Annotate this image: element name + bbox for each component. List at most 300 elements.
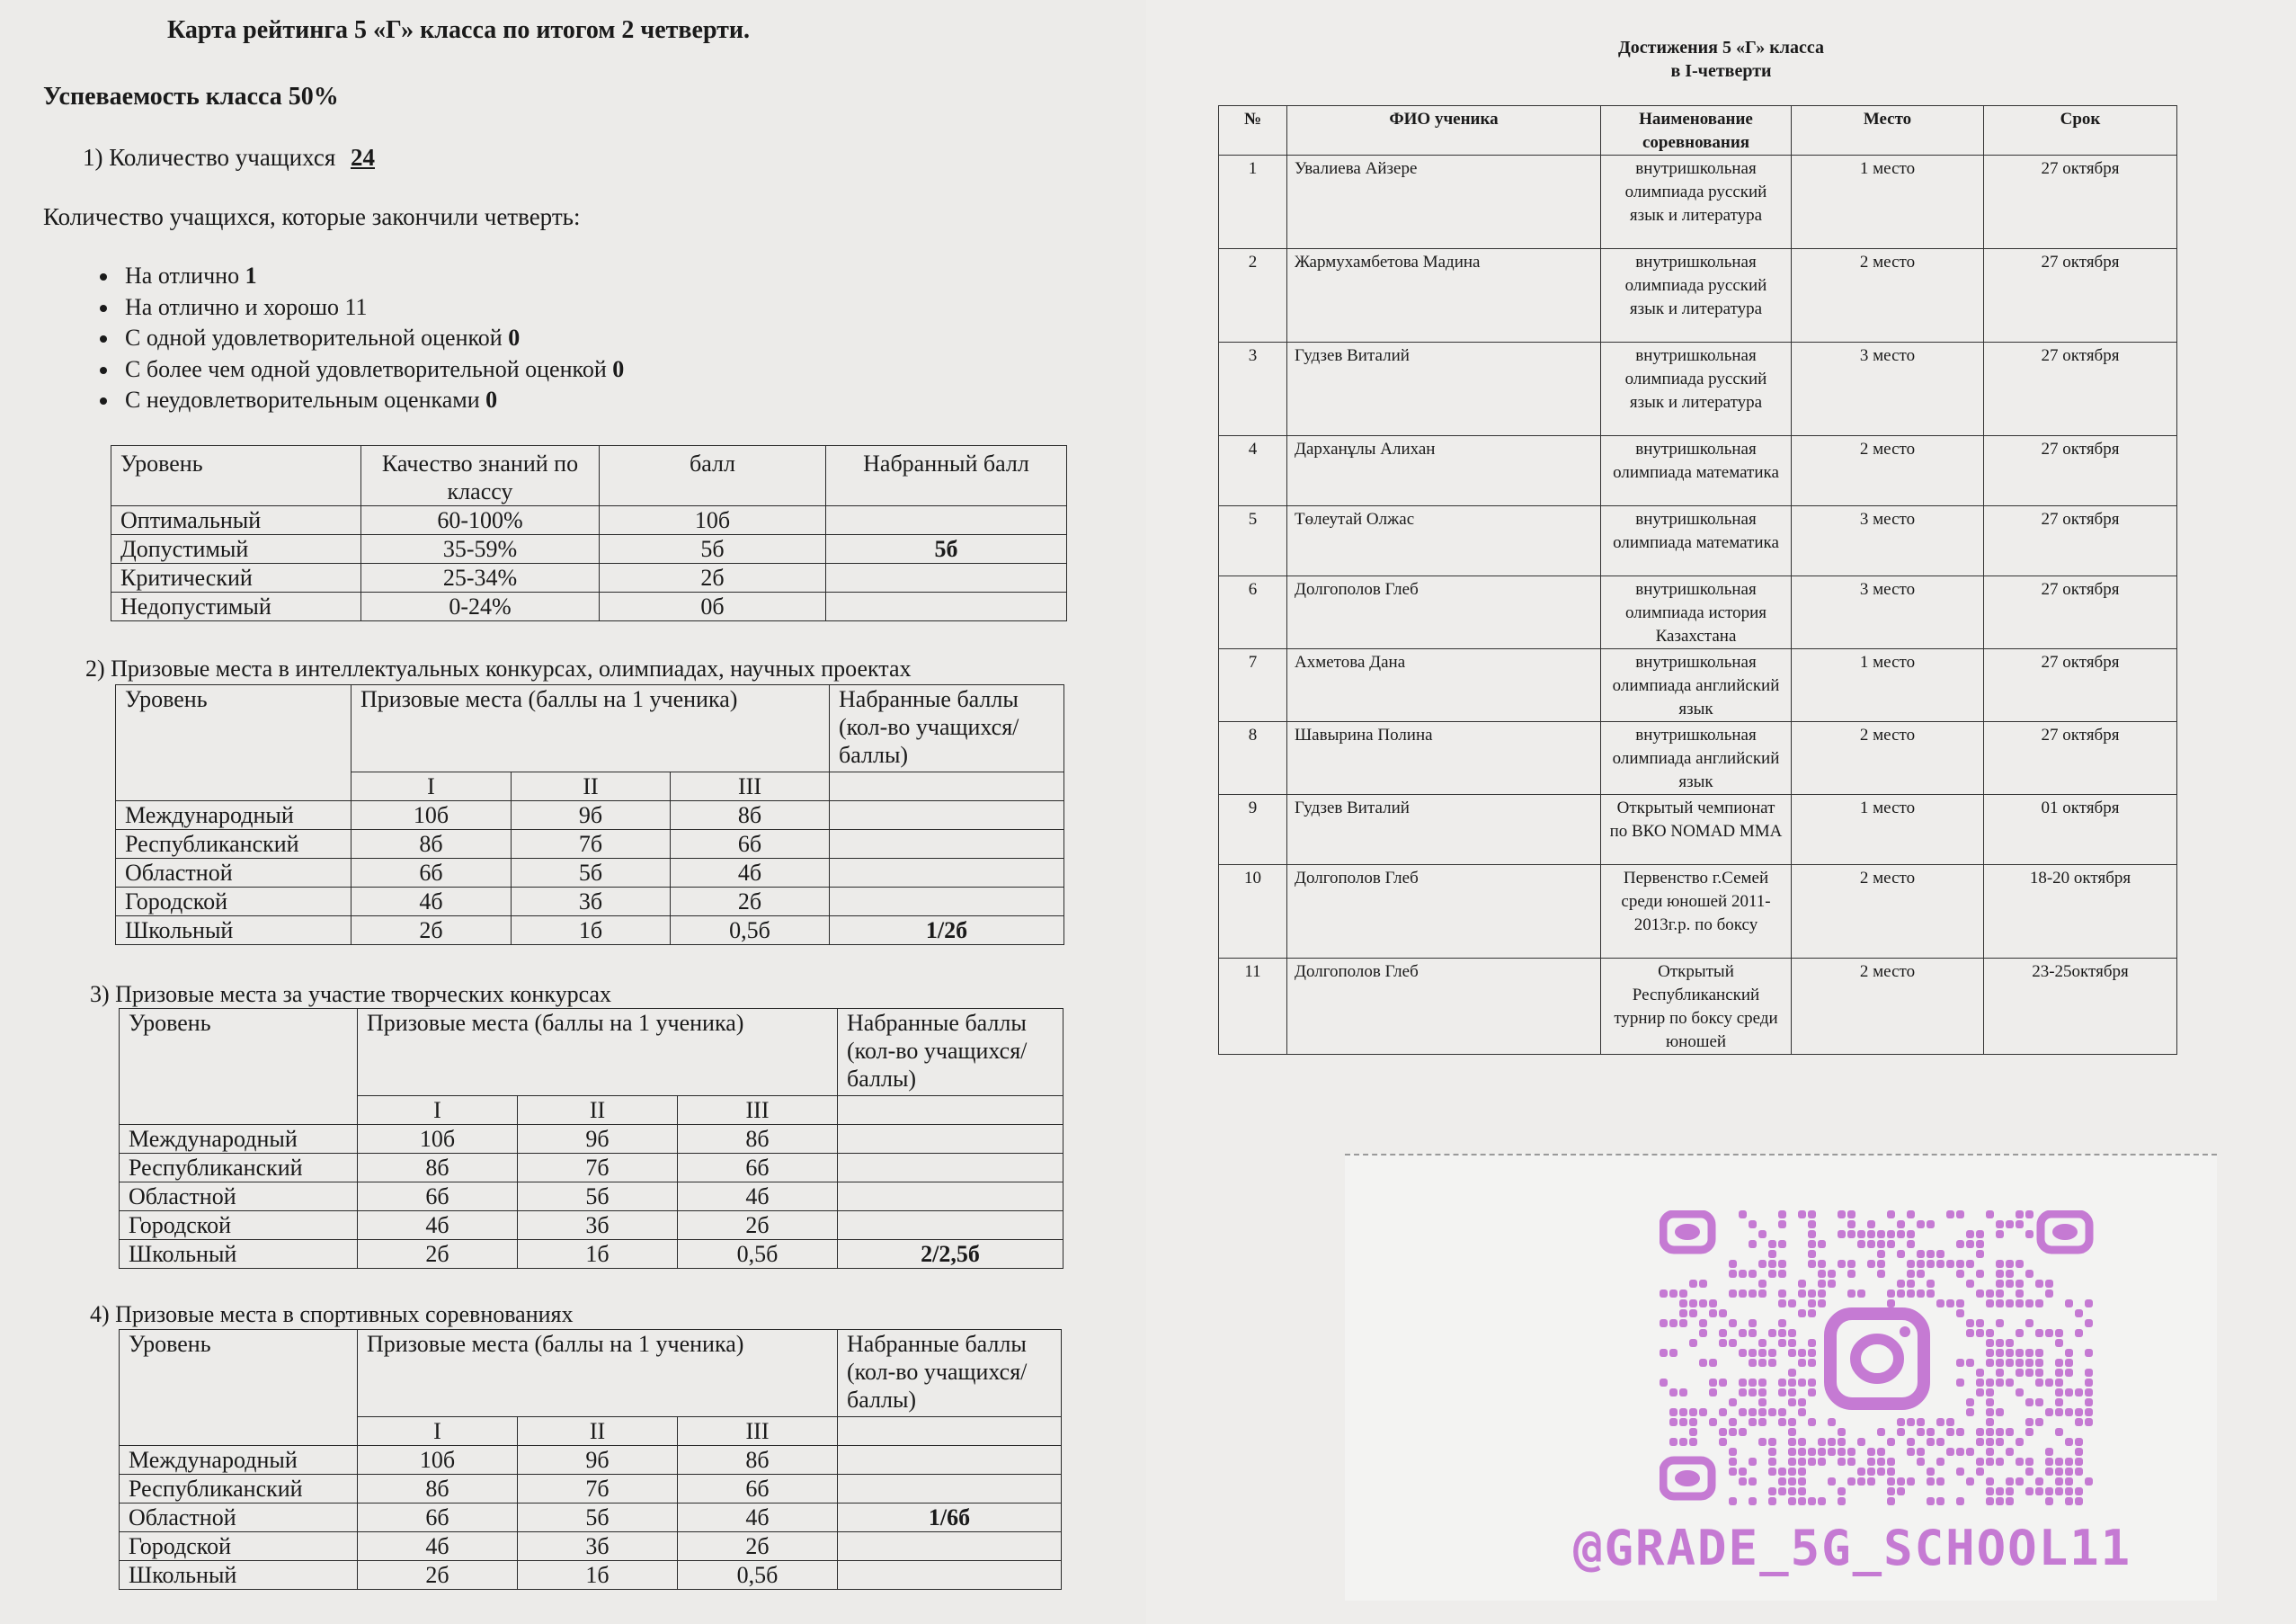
qr-module [1729,1468,1737,1476]
qr-module [1877,1468,1885,1476]
qr-module [1739,1329,1747,1337]
table-cell [830,888,1064,916]
qr-module [1917,1220,1925,1228]
qr-module [2045,1408,2053,1416]
qr-module [1986,1388,1994,1396]
qr-module [1758,1260,1766,1268]
table-cell: Долгополов Глеб [1287,865,1601,959]
qr-module [2055,1487,2063,1495]
qr-module [1729,1428,1737,1436]
qr-module [1847,1289,1855,1298]
table-cell: Критический [111,564,361,593]
qr-module [1996,1359,2004,1367]
instagram-handle[interactable]: @GRADE_5G_SCHOOL11 [1573,1520,2132,1576]
qr-module [1808,1497,1816,1505]
qr-module [1996,1230,2004,1238]
qr-module [1729,1418,1737,1426]
stat-label: На отлично и хорошо [125,293,345,320]
qr-module [1877,1270,1885,1278]
qr-module [2035,1280,2043,1288]
qr-module [1946,1260,1954,1268]
qr-module [1907,1289,1915,1298]
qr-module [1788,1369,1796,1377]
qr-module [2016,1438,2024,1446]
table-header: Призовые места (баллы на 1 ученика) [358,1330,838,1417]
qr-module [1887,1240,1895,1248]
qr-module [1867,1240,1875,1248]
table-cell [838,1475,1062,1504]
qr-module [1739,1388,1747,1396]
qr-module [1986,1349,1994,1357]
qr-module [1877,1260,1885,1268]
table-cell: 5б [826,535,1067,564]
table-cell: 3 место [1792,576,1984,649]
qr-module [1739,1270,1747,1278]
qr-module [1907,1270,1915,1278]
qr-module [2085,1349,2093,1357]
table-cell: 2/2,5б [838,1240,1063,1269]
table-cell: 2 место [1792,865,1984,959]
qr-module [2045,1329,2053,1337]
table-cell: внутришкольная олимпиада математика [1601,506,1792,576]
qr-module [1838,1428,1846,1436]
qr-module [1897,1428,1905,1436]
qr-module [2025,1270,2033,1278]
qr-module [1877,1448,1885,1456]
qr-module [2055,1477,2063,1486]
qr-module [1778,1468,1786,1476]
qr-module [1798,1497,1806,1505]
qr-module [1699,1408,1707,1416]
table-cell: 27 октября [1984,436,2177,506]
table-cell: 5б [518,1504,678,1532]
qr-module [1749,1240,1757,1248]
table-cell: 8б [358,1154,518,1182]
qr-module [1739,1379,1747,1387]
qr-module [1917,1458,1925,1466]
qr-module [1917,1448,1925,1456]
qr-module [1838,1497,1846,1505]
qr-module [1808,1220,1816,1228]
section-title: 2) Призовые места в интеллектуальных конкурсах, олимпиадах, научных проектах [85,656,912,682]
qr-module [1917,1270,1925,1278]
section-title: 4) Призовые места в спортивных соревнованиях [90,1301,574,1327]
student-count-value: 24 [350,144,375,171]
table-cell: 3б [512,888,671,916]
qr-module [2055,1468,2063,1476]
qr-module [1669,1418,1678,1426]
qr-module [1758,1289,1766,1298]
table-cell: Городской [116,888,352,916]
table-cell: 9б [518,1125,678,1154]
table-cell: 10б [358,1125,518,1154]
qr-module [1669,1319,1678,1327]
table-cell [838,1417,1062,1446]
qr-module [2045,1497,2053,1505]
qr-module [1768,1497,1776,1505]
qr-module [2075,1438,2083,1446]
qr-module [2025,1398,2033,1406]
table-cell: Допустимый [111,535,361,564]
qr-module [2016,1220,2024,1228]
qr-module [1907,1418,1915,1426]
qr-module [1887,1230,1895,1238]
qr-module [1966,1329,1974,1337]
qr-module [2075,1329,2083,1337]
qr-module [1996,1299,2004,1307]
qr-module [1867,1448,1875,1456]
table-header: Наименование соревнования [1601,106,1792,156]
table-cell: 1б [512,916,671,945]
qr-module [1986,1438,1994,1446]
table-cell [838,1532,1062,1561]
qr-module [1857,1289,1865,1298]
qr-module [1679,1388,1687,1396]
qr-module [1897,1487,1905,1495]
table-cell: 4 [1219,436,1287,506]
table-cell: 11 [1219,959,1287,1055]
table-cell: 3б [518,1211,678,1240]
table-cell: 3 [1219,343,1287,436]
qr-module [1679,1299,1687,1307]
qr-module [1956,1448,1964,1456]
qr-module [1798,1438,1806,1446]
class-performance: Успеваемость класса 50% [43,83,339,111]
qr-module [1828,1448,1836,1456]
table-cell: Жармухамбетова Мадина [1287,249,1601,343]
qr-module [1956,1379,1964,1387]
qr-module [1679,1408,1687,1416]
qr-module [1798,1379,1806,1387]
qr-module [2045,1379,2053,1387]
table-cell: 7б [518,1154,678,1182]
qr-module [1927,1250,1935,1258]
qr-module [1768,1458,1776,1466]
qr-module [2035,1477,2043,1486]
table-cell: 23-25октября [1984,959,2177,1055]
table-cell: 2б [358,1240,518,1269]
table-cell: 1б [518,1561,678,1590]
qr-module [1719,1309,1727,1317]
qr-module [1798,1210,1806,1218]
qr-module [2025,1487,2033,1495]
table-cell: 35-59% [361,535,600,564]
qr-module [2025,1349,2033,1357]
qr-module [1838,1210,1846,1218]
qr-module [1936,1418,1944,1426]
student-count-label: 1) Количество учащихся [83,144,336,171]
qr-module [1798,1458,1806,1466]
qr-module [1966,1398,1974,1406]
qr-module [1946,1210,1954,1218]
table-cell: внутришкольная олимпиада английский язык [1601,649,1792,722]
table-cell: 01 октября [1984,795,2177,865]
qr-module [1936,1458,1944,1466]
table-cell: 7 [1219,649,1287,722]
qr-module [2075,1497,2083,1505]
qr-module [1996,1220,2004,1228]
qr-module [2025,1458,2033,1466]
qr-module [1917,1428,1925,1436]
qr-module [1956,1497,1964,1505]
qr-module [1847,1210,1855,1218]
qr-module [2035,1487,2043,1495]
qr-module [1946,1448,1954,1456]
qr-module [1778,1408,1786,1416]
qr-module [2055,1428,2063,1436]
qr-module [1927,1468,1935,1476]
stat-item [120,323,624,354]
qr-module [1976,1388,1984,1396]
qr-module [1689,1309,1697,1317]
qr-module [1956,1240,1964,1248]
table-cell: 1б [518,1240,678,1269]
qr-module [1956,1428,1964,1436]
table-cell: 3 место [1792,343,1984,436]
qr-module [1739,1477,1747,1486]
qr-module [1927,1497,1935,1505]
table-row [1219,649,2177,722]
qr-module [2016,1349,2024,1357]
qr-code[interactable] [1660,1210,2095,1507]
qr-module [2085,1477,2093,1486]
qr-module [1887,1468,1895,1476]
qr-module [2065,1349,2073,1357]
qr-module [1857,1240,1865,1248]
qr-module [1936,1260,1944,1268]
prize-table-creative [119,1008,1063,1269]
qr-module [1966,1280,1974,1288]
qr-module [1729,1458,1737,1466]
table-row [111,564,1067,593]
table-cell: внутришкольная олимпиада русский язык и литература [1601,343,1792,436]
table-cell: Дарханұлы Алихан [1287,436,1601,506]
qr-module [1758,1230,1766,1238]
table-cell: внутришкольная олимпиада история Казахстана [1601,576,1792,649]
table-row [1219,436,2177,506]
qr-module [1828,1280,1836,1288]
qr-module [2075,1418,2083,1426]
qr-module [1749,1418,1757,1426]
table-cell: 2б [352,916,512,945]
qr-module [1976,1458,1984,1466]
qr-module [1699,1319,1707,1327]
qr-module [1788,1349,1796,1357]
qr-module [1956,1359,1964,1367]
document-title: Карта рейтинга 5 «Г» класса по итогом 2 четверти. [166,16,751,44]
table-cell: внутришкольная олимпиада математика [1601,436,1792,506]
qr-module [1976,1428,1984,1436]
qr-module [2035,1299,2043,1307]
table-cell: 2 место [1792,436,1984,506]
table-cell: Городской [120,1532,358,1561]
table-cell: 7б [518,1475,678,1504]
qr-module [1758,1349,1766,1357]
qr-module [1907,1477,1915,1486]
qr-module [1788,1438,1796,1446]
qr-module [1986,1477,1994,1486]
qr-module [1976,1468,1984,1476]
qr-module [1729,1319,1737,1327]
table-cell: 6б [358,1182,518,1211]
qr-module [1996,1379,2004,1387]
qr-module [1749,1349,1757,1357]
qr-module [2065,1468,2073,1476]
table-cell: внутришкольная олимпиада русский язык и литература [1601,249,1792,343]
table-cell: 8б [352,830,512,859]
qr-module [1838,1487,1846,1495]
qr-finder-dot [1675,1470,1700,1486]
qr-module [2006,1339,2014,1347]
qr-module [2045,1458,2053,1466]
section-title: 3) Призовые места за участие творческих конкурсах [90,981,611,1007]
qr-module [1749,1319,1757,1327]
stat-value: 11 [344,293,368,320]
table-cell: 3 место [1792,506,1984,576]
qr-module [2006,1448,2014,1456]
qr-module [2055,1369,2063,1377]
qr-module [1788,1448,1796,1456]
qr-module [2075,1388,2083,1396]
table-cell: Открытый Республиканский турнир по боксу среди юношей [1601,959,1792,1055]
table-header: Уровень [120,1009,358,1125]
qr-module [1788,1468,1796,1476]
table-cell: 0,5б [671,916,830,945]
qr-module [1867,1468,1875,1476]
table-cell: 2 место [1792,722,1984,795]
table-cell [830,830,1064,859]
table-cell: 8б [358,1475,518,1504]
qr-module [1808,1210,1816,1218]
qr-module [1907,1210,1915,1218]
qr-module [2035,1379,2043,1387]
qr-module [2016,1458,2024,1466]
achievements-table [1218,105,2177,1055]
qr-module [1956,1270,1964,1278]
qr-module [2045,1289,2053,1298]
qr-module [1818,1280,1826,1288]
table-cell: Открытый чемпионат по ВКО NOMAD MMA [1601,795,1792,865]
table-cell: Международный [120,1446,358,1475]
stat-label: С неудовлетворительным оценками [125,387,486,413]
table-cell: 8 [1219,722,1287,795]
qr-module [1808,1448,1816,1456]
qr-module [1699,1299,1707,1307]
qr-module [1966,1240,1974,1248]
table-cell: 6б [678,1475,838,1504]
table-cell: 0,5б [678,1561,838,1590]
table-cell: Областной [120,1182,358,1211]
qr-module [1798,1280,1806,1288]
qr-module [1986,1448,1994,1456]
qr-module [2025,1468,2033,1476]
table-cell: Шавырина Полина [1287,722,1601,795]
qr-module [2075,1468,2083,1476]
qr-module [1838,1230,1846,1238]
qr-module [2075,1309,2083,1317]
table-cell: 9б [512,801,671,830]
qr-module [1996,1270,2004,1278]
table-header: I [352,772,512,801]
table-cell: 2б [600,564,826,593]
table-cell: 6 [1219,576,1287,649]
qr-module [1758,1339,1766,1347]
qr-module [1749,1329,1757,1337]
table-cell: Школьный [116,916,352,945]
qr-module [1996,1428,2004,1436]
table-cell: Долгополов Глеб [1287,576,1601,649]
table-cell: 27 октября [1984,649,2177,722]
table-cell: Оптимальный [111,506,361,535]
qr-module [2016,1329,2024,1337]
qr-module [1768,1260,1776,1268]
qr-module [1729,1448,1737,1456]
finished-quarter-label: Количество учащихся, которые закончили четверть: [43,203,581,230]
qr-module [1729,1289,1737,1298]
qr-module [1689,1418,1697,1426]
prize-table-intellectual [115,684,1064,945]
qr-module [1778,1260,1786,1268]
qr-module [1709,1309,1717,1317]
qr-module [1719,1408,1727,1416]
table-cell: Увалиева Айзере [1287,156,1601,249]
qr-module [2055,1379,2063,1387]
table-cell: 27 октября [1984,156,2177,249]
table-cell: 4б [671,859,830,888]
table-header-row [116,685,1064,772]
qr-module [1768,1438,1776,1446]
qr-module [2035,1418,2043,1426]
qr-module [1749,1388,1757,1396]
qr-module [1927,1280,1935,1288]
qr-module [2055,1388,2063,1396]
table-row [1219,249,2177,343]
table-cell: Республиканский [120,1154,358,1182]
qr-module [1917,1289,1925,1298]
table-header: Призовые места (баллы на 1 ученика) [352,685,830,772]
qr-module [1996,1408,2004,1416]
qr-module [1778,1388,1786,1396]
table-header: II [512,772,671,801]
qr-module [1749,1289,1757,1298]
table-cell: 2 место [1792,249,1984,343]
qr-module [1917,1260,1925,1268]
qr-module [1986,1487,1994,1495]
qr-module [2075,1487,2083,1495]
qr-module [1956,1260,1964,1268]
qr-module [2085,1369,2093,1377]
qr-module [1768,1359,1776,1367]
qr-module [1808,1299,1816,1307]
table-cell: Областной [116,859,352,888]
qr-module [1778,1339,1786,1347]
qr-module [1739,1468,1747,1476]
qr-module [1897,1250,1905,1258]
qr-module [1788,1329,1796,1337]
qr-module [1966,1359,1974,1367]
qr-module [1778,1240,1786,1248]
qr-module [1976,1250,1984,1258]
qr-module [1927,1260,1935,1268]
qr-module [1788,1428,1796,1436]
qr-module [1679,1289,1687,1298]
table-cell: 6б [358,1504,518,1532]
qr-module [2055,1339,2063,1347]
qr-module [2006,1349,2014,1357]
table-cell [830,859,1064,888]
qr-module [1798,1309,1806,1317]
qr-module [1887,1210,1895,1218]
